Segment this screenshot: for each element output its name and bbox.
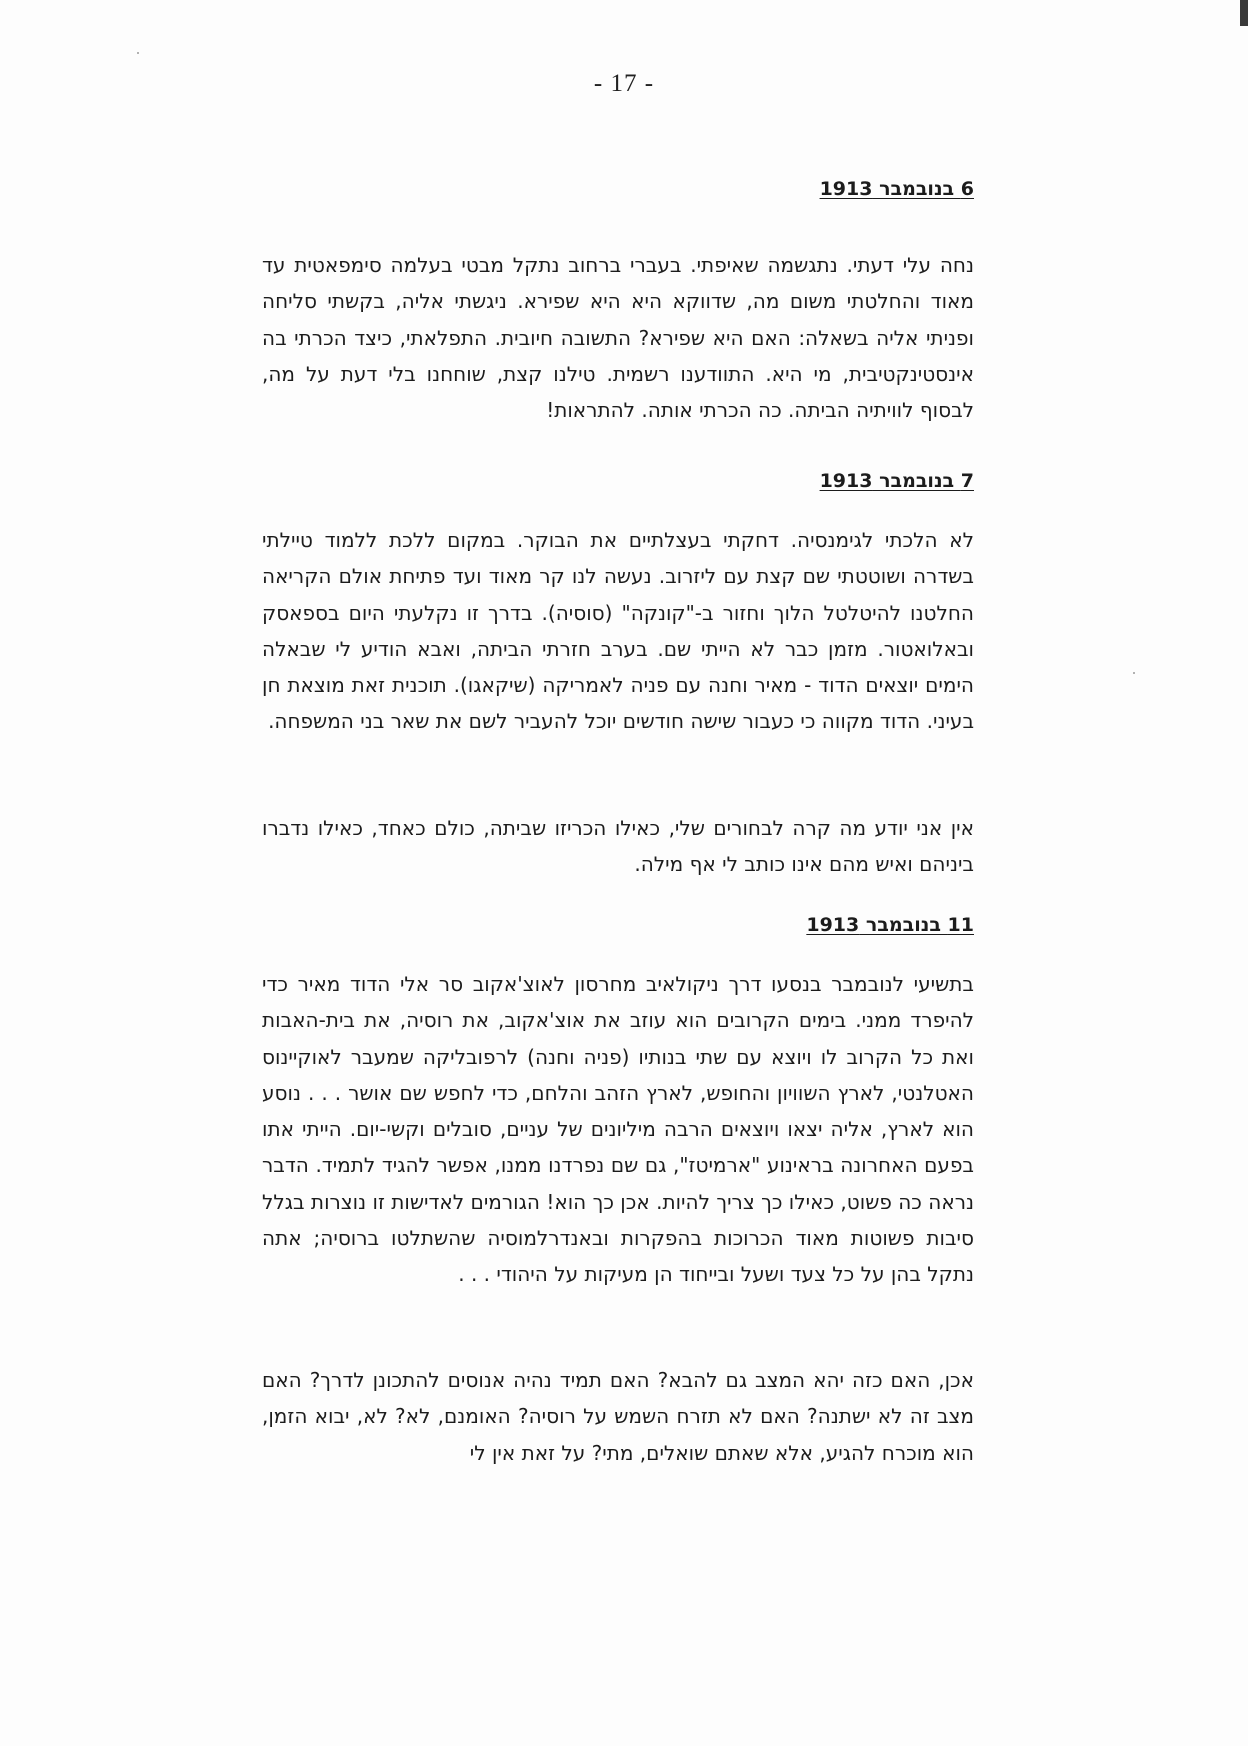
paragraph: אין אני יודע מה קרה לבחורים שלי, כאילו הכריזו שביתה, כולם כאחד, כאילו נדברו ביניהם ואיש מהם אינו כותב לי אף מילה. (262, 816, 974, 877)
entry-heading-nov-6 (262, 178, 974, 200)
paragraph: בתשיעי לנובמבר בנסעו דרך ניקולאיב מחרסון לאוצ'אקוב סר אלי הדוד מאיר כדי להיפרד ממני. בימים הקרובים הוא עוזב את אוצ'אקוב, את רוסיה, את בית-האבות ואת כל הקרוב לו ויוצא עם שתי בנותיו (פניה וחנה) לרפובליקה שמעבר לאוקיינוס האטלנטי, לארץ השוויון והחופש, לארץ הזהב והלחם, כדי לחפש שם אושר . . . נוסע הוא לארץ, אליה יצאו ויוצאים הרבה מיליונים של עניים, סובלים וקשי-יום. הייתי אתו בפעם האחרונה בראינוע "ארמיטז", גם שם נפרדנו ממנו, אפשר להגיד לתמיד. הדבר נראה כה פשוט, כאילו כך צריך להיות. אכן כך הוא! הגורמים לאדישות זו נוצרות בגלל סיבות פשוטות מאוד הכרוכות בהפקרות ובאנדרלמוסיה שהשתלטו ברוסיה; אתה נתקל בהן על כל צעד ושעל ובייחוד הן מעיקות על היהודי . . . (262, 972, 974, 1287)
entry-heading-nov-11 (262, 914, 974, 936)
entry-heading-nov-7 (262, 470, 974, 492)
scan-speck (137, 52, 139, 54)
entry-body-nov-11 (262, 966, 974, 1293)
scan-edge-mark (1240, 0, 1248, 26)
paragraph: לא הלכתי לגימנסיה. דחקתי בעצלתיים את הבוקר. במקום ללכת ללמוד טיילתי בשדרה ושוטטתי שם קצת עם ליזרוב. נעשה לנו קר מאוד ועד פתיחת אולם הקריאה החלטנו להיטלטל הלוך וחזור ב-"קונקה" (סוסיה). בדרך זו נקלעתי היום בספאסק ובאלואטור. מזמן כבר לא הייתי שם. בערב חזרתי הביתה, ואבא הודיע לי שבאלה הימים יוצאים הדוד - מאיר וחנה עם פניה לאמריקה (שיקאגו). תוכנית זאת מוצאת חן בעיני. הדוד מקווה כי כעבור שישה חודשים יוכל להעביר לשם את שאר בני המשפחה. (262, 528, 974, 734)
entry-body-nov-11-second (262, 1362, 974, 1471)
scan-speck (1133, 672, 1135, 674)
entry-body-nov-7 (262, 522, 974, 740)
page-number: - 17 - (593, 70, 655, 97)
entry-date-heading: 6 בנובמבר 1913 (819, 178, 974, 200)
entry-date-heading: 11 בנובמבר 1913 (806, 914, 974, 936)
paragraph: נחה עלי דעתי. נתגשמה שאיפתי. בעברי ברחוב נתקל מבטי בעלמה סימפאטית עד מאוד והחלטתי משום מה, שדווקא היא היא שפירא. ניגשתי אליה, בקשתי סליחה ופניתי אליה בשאלה: האם היא שפירא? התשובה חיובית. התפלאתי, כיצד הכרתי בה אינסטינקטיבית, מי היא. התוודענו רשמית. טילנו קצת, שוחחנו בלי דעת על מה, לבסוף לוויתיה הביתה. כה הכרתי אותה. להתראות! (262, 253, 974, 423)
entry-body-nov-6 (262, 247, 974, 428)
entry-body-nov-7-second (262, 810, 974, 883)
paragraph: אכן, האם כזה יהא המצב גם להבא? האם תמיד נהיה אנוסים להתכונן לדרך? האם מצב זה לא ישתנה? האם לא תזרח השמש על רוסיה? האומנם, לא? לא, יבוא הזמן, הוא מוכרח להגיע, אלא שאתם שואלים, מתי? על זאת אין לי (262, 1368, 974, 1465)
entry-date-heading: 7 בנובמבר 1913 (819, 470, 974, 492)
